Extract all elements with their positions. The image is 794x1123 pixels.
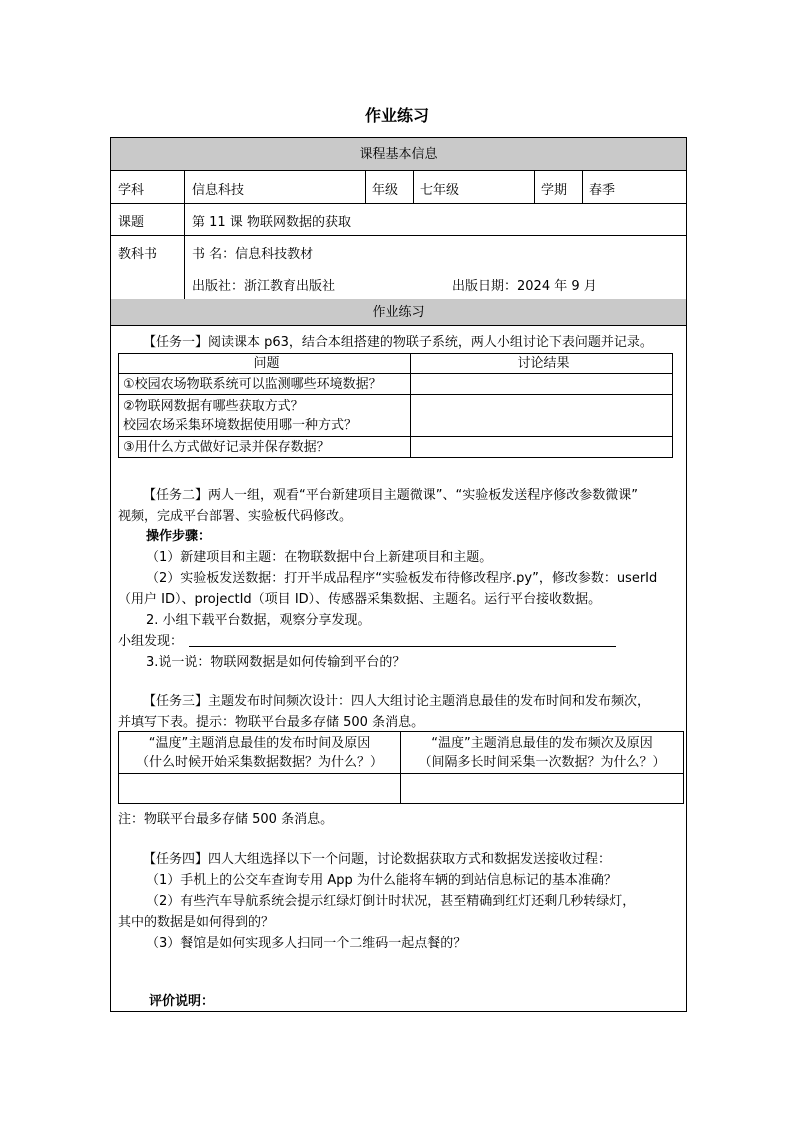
homework-header-label: 作业练习 <box>372 305 425 320</box>
grade-value: 七年级 <box>420 183 460 198</box>
steps-title: 操作步骤： <box>146 529 212 544</box>
term-label: 学期 <box>541 183 568 198</box>
item-3: 3.说一说：物联网数据是如何传输到平台的？ <box>146 655 406 670</box>
course-info-header <box>111 138 686 171</box>
column-header-line: “温度”主题消息最佳的发布时间及原因 <box>148 735 371 751</box>
column-divider <box>184 171 185 299</box>
column-header-publish-frequency <box>401 732 684 774</box>
step-2-line2: （用户 ID）、projectId（项目 ID）、传感器采集数据、主题名。运行平台接收数据。 <box>118 592 602 607</box>
question-cell <box>119 374 411 395</box>
step-2-line1: （2）实验板发送数据：打开半成品程序“实验板发布待修改程序.py”，修改参数：userId <box>146 571 658 586</box>
table-row <box>119 437 673 458</box>
table-row <box>119 374 673 395</box>
column-divider <box>365 171 366 203</box>
row-divider <box>111 235 686 236</box>
step-1: （1）新建项目和主题：在物联数据中台上新建项目和主题。 <box>146 550 493 565</box>
subject-label: 学科 <box>118 183 145 198</box>
task2-intro-line1: 【任务二】两人一组，观看“平台新建项目主题微课”、“实验板发送程序修改参数微课” <box>143 488 638 503</box>
column-header-publish-time <box>119 732 401 774</box>
course-info-header-label: 课程基本信息 <box>359 147 438 162</box>
column-divider <box>534 171 535 203</box>
task2-intro-line2: 视频，完成平台部署、实验板代码修改。 <box>118 509 353 524</box>
homework-header <box>111 299 686 326</box>
answer-cell[interactable] <box>411 395 673 437</box>
answer-cell[interactable] <box>411 437 673 458</box>
task1-intro: 【任务一】阅读课本 p63，结合本组搭建的物联子系统，两人小组讨论下表问题并记录。 <box>143 335 653 350</box>
item-2: 2. 小组下载平台数据，观察分享发现。 <box>146 613 371 628</box>
worksheet-table <box>110 137 687 1012</box>
subject-value: 信息科技 <box>192 183 245 198</box>
question-cell <box>119 437 411 458</box>
column-header-line: “温度”主题消息最佳的发布频次及原因 <box>431 735 653 751</box>
column-divider <box>582 171 583 203</box>
task4-question-3: （3）餐馆是如何实现多人扫同一个二维码一起点餐的？ <box>146 936 467 951</box>
table-header-row <box>119 354 673 374</box>
answer-cell[interactable] <box>411 374 673 395</box>
task3-note: 注：物联平台最多存储 500 条消息。 <box>118 812 334 827</box>
column-header-result: 讨论结果 <box>411 354 673 374</box>
task1-table <box>118 353 673 458</box>
task4-question-2-line2: 其中的数据是如何得到的？ <box>118 915 275 930</box>
publisher: 出版社：浙江教育出版社 <box>192 279 336 294</box>
column-divider <box>413 171 414 203</box>
answer-cell[interactable] <box>119 774 401 804</box>
task3-intro-line1: 【任务三】主题发布时间频次设计：四人大组讨论主题消息最佳的发布时间和发布频次， <box>143 694 651 709</box>
table-row <box>119 774 684 804</box>
finding-answer-line[interactable] <box>189 646 616 647</box>
task4-intro: 【任务四】四人大组选择以下一个问题，讨论数据获取方式和数据发送接收过程： <box>143 852 612 867</box>
lesson-value: 第 11 课 物联网数据的获取 <box>192 215 351 230</box>
table-row <box>119 395 673 437</box>
column-header-line: （什么时候开始采集数据数据？为什么？） <box>135 754 383 770</box>
textbook-label: 教科书 <box>118 247 158 262</box>
question-text: ①校园农场物联系统可以监测哪些环境数据？ <box>123 376 382 392</box>
term-value: 春季 <box>589 183 616 198</box>
column-header-line: （间隔多长时间采集一次数据？为什么？） <box>418 754 666 770</box>
table-header-row <box>119 732 684 774</box>
lesson-label: 课题 <box>118 215 145 230</box>
row-divider <box>111 203 686 204</box>
question-text: 校园农场采集环境数据使用哪一种方式？ <box>123 417 358 433</box>
grade-label: 年级 <box>372 183 399 198</box>
question-cell <box>119 395 411 437</box>
column-header-question: 问题 <box>119 354 411 374</box>
question-text: ②物联网数据有哪些获取方式？ <box>123 398 304 414</box>
page-title: 作业练习 <box>364 106 429 125</box>
publish-date: 出版日期：2024 年 9 月 <box>452 279 597 294</box>
finding-label: 小组发现： <box>118 634 184 649</box>
task3-intro-line2: 并填写下表。提示：物联平台最多存储 500 条消息。 <box>118 715 425 730</box>
task4-question-2-line1: （2）有些汽车导航系统会提示红绿灯倒计时状况，甚至精确到红灯还剩几秒转绿灯， <box>146 894 636 909</box>
evaluation-label: 评价说明： <box>149 994 215 1009</box>
question-text: ③用什么方式做好记录并保存数据？ <box>123 439 330 455</box>
book-name: 书 名：信息科技教材 <box>192 247 314 262</box>
answer-cell[interactable] <box>401 774 684 804</box>
task3-table <box>118 731 684 804</box>
task4-question-1: （1）手机上的公交车查询专用 App 为什么能将车辆的到站信息标记的基本准确？ <box>146 873 617 888</box>
